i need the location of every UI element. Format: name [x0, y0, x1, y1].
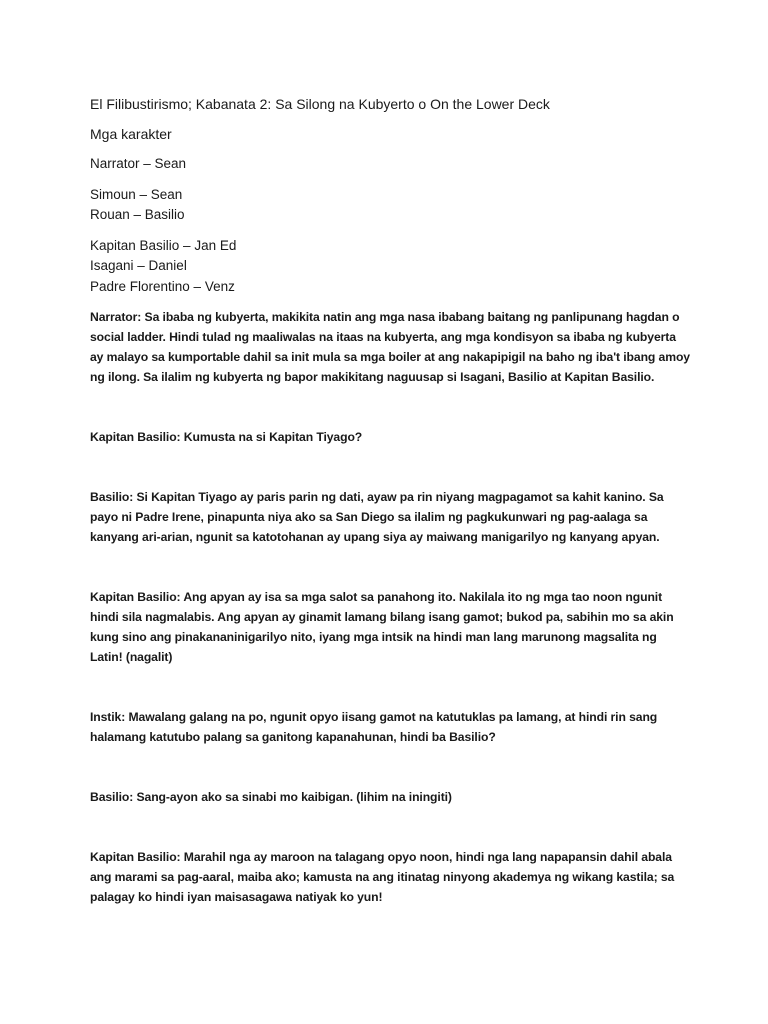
- cast-group-1: [90, 154, 690, 175]
- dialogue-paragraph-instik: Instik: Mawalang galang na po, ngunit opyo iisang gamot na katutuklas pa lamang, at hindi rin sang halamang katutubo palang sa ganitong kapanahunan, hindi ba Basilio?: [90, 710, 658, 744]
- characters-heading: Mga karakter: [90, 126, 172, 142]
- dialogue-paragraph-kapitan-basilio-1: Kapitan Basilio: Kumusta na si Kapitan Tiyago?: [90, 430, 363, 444]
- cast-line-narrator: Narrator – Sean: [90, 156, 187, 171]
- cast-line-simoun: Simoun – Sean: [90, 186, 183, 202]
- cast-line-rouan: Rouan – Basilio: [90, 207, 185, 222]
- document-title: El Filibustirismo; Kabanata 2: Sa Silong na Kubyerto o On the Lower Deck: [90, 96, 550, 112]
- dialogue-paragraph-kapitan-basilio-2: Kapitan Basilio: Ang apyan ay isa sa mga salot sa panahong ito. Nakilala ito ng mga tao noon ngunit hindi sila nagmalabis. Ang apyan ay ginamit lamang bilang isang gamot; bukod pa, sabihin mo sa akin kung sino ang pinakananinigarilyo nito, iyang mga intsik na hindi man lang marunong magsalita ng Latin! (nagalit): [90, 590, 674, 664]
- dialogue-paragraph-narrator: Narrator: Sa ibaba ng kubyerta, makikita natin ang mga nasa ibabang baitang ng panlipunang hagdan o social ladder. Hindi tulad ng maaliwalas na itaas na kubyerta, ang mga kondisyon sa ibaba ng kubyerta ay malayo sa kumportable dahil sa init mula sa mga boiler at ang nakapipigil na baho ng iba't ibang amoy ng ilong. Sa ilalim ng kubyerta ng bapor makikitang naguusap si Isagani, Basilio at Kapitan Basilio.: [90, 310, 690, 384]
- cast-line-padre-florentino: Padre Florentino – Venz: [90, 278, 235, 294]
- document-page: [90, 94, 690, 907]
- dialogue-paragraph-basilio-1: Basilio: Si Kapitan Tiyago ay paris parin ng dati, ayaw pa rin niyang magpagamot sa kahit kanino. Sa payo ni Padre Irene, pinapunta niya ako sa San Diego sa ilalim ng pagkukunwari ng pag-aalaga sa kanyang ari-arian, ngunit sa katotohanan ay upang siya ay maiwang manigarilyo ng kanyang apyan.: [90, 490, 664, 544]
- dialogue-paragraph-kapitan-basilio-3: Kapitan Basilio: Marahil nga ay maroon na talagang opyo noon, hindi nga lang napapansin dahil abala ang marami sa pag-aaral, maiba ako; kamusta na ang itinatag ninyong akademya ng wikang kastila; sa palagay ko hindi iyan maisasagawa natiyak ko yun!: [90, 850, 675, 904]
- cast-line-isagani: Isagani – Daniel: [90, 258, 187, 273]
- dialogue-paragraph-basilio-2: Basilio: Sang-ayon ako sa sinabi mo kaibigan. (lihim na iningiti): [90, 790, 452, 804]
- cast-group-2: [90, 185, 690, 226]
- cast-group-3: [90, 236, 690, 298]
- cast-line-kapitan-basilio: Kapitan Basilio – Jan Ed: [90, 237, 237, 253]
